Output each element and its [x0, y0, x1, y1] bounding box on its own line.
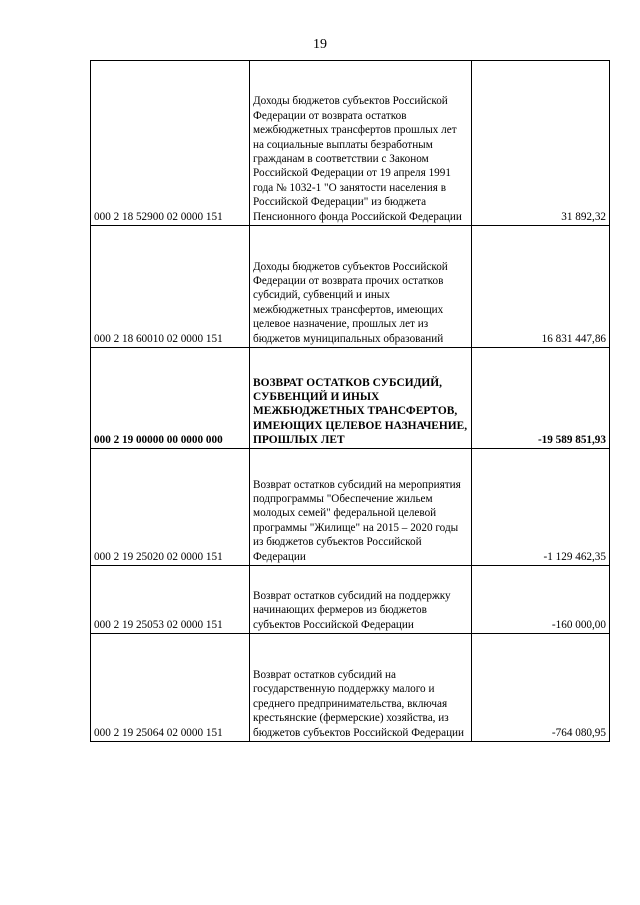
- table-row: [91, 634, 610, 742]
- budget-code-cell: 000 2 19 00000 00 0000 000: [91, 348, 250, 449]
- amount-cell: -764 080,95: [472, 634, 610, 742]
- description-cell: Возврат остатков субсидий на мероприятия подпрограммы "Обеспечение жильем молодых семей" федеральной целевой программы "Жилище" на 2015 – 2020 годы из бюджетов субъектов Российской Федерации: [250, 449, 472, 566]
- table-row: [91, 226, 610, 348]
- amount-cell: 16 831 447,86: [472, 226, 610, 348]
- table-row: [91, 449, 610, 566]
- budget-code-cell: 000 2 19 25020 02 0000 151: [91, 449, 250, 566]
- table-row: [91, 348, 610, 449]
- budget-code-cell: 000 2 19 25053 02 0000 151: [91, 566, 250, 634]
- description-cell: ВОЗВРАТ ОСТАТКОВ СУБСИДИЙ, СУБВЕНЦИЙ И ИНЫХ МЕЖБЮДЖЕТНЫХ ТРАНСФЕРТОВ, ИМЕЮЩИХ ЦЕЛЕВОЕ НАЗНАЧЕНИЕ, ПРОШЛЫХ ЛЕТ: [250, 348, 472, 449]
- amount-cell: -160 000,00: [472, 566, 610, 634]
- page-number: 19: [313, 37, 327, 52]
- amount-cell: 31 892,32: [472, 61, 610, 226]
- table-row: [91, 566, 610, 634]
- amount-cell: -1 129 462,35: [472, 449, 610, 566]
- budget-revenue-table: [90, 60, 610, 742]
- description-cell: Доходы бюджетов субъектов Российской Федерации от возврата остатков межбюджетных трансфертов прошлых лет на социальные выплаты безработным гражданам в соответствии с Законом Российской Федерации от 19 апреля 1991 года № 1032-1 "О занятости населения в Российской Федерации" из бюджета Пенсионного фонда Российской Федерации: [250, 61, 472, 226]
- table-row: [91, 61, 610, 226]
- amount-cell: -19 589 851,93: [472, 348, 610, 449]
- description-cell: Доходы бюджетов субъектов Российской Федерации от возврата прочих остатков субсидий, субвенций и иных межбюджетных трансфертов, имеющих целевое назначение, прошлых лет из бюджетов муниципальных образований: [250, 226, 472, 348]
- budget-code-cell: 000 2 18 52900 02 0000 151: [91, 61, 250, 226]
- description-cell: Возврат остатков субсидий на государственную поддержку малого и среднего предпринимательства, включая крестьянские (фермерские) хозяйства, из бюджетов субъектов Российской Федерации: [250, 634, 472, 742]
- budget-code-cell: 000 2 18 60010 02 0000 151: [91, 226, 250, 348]
- budget-code-cell: 000 2 19 25064 02 0000 151: [91, 634, 250, 742]
- description-cell: Возврат остатков субсидий на поддержку начинающих фермеров из бюджетов субъектов Российской Федерации: [250, 566, 472, 634]
